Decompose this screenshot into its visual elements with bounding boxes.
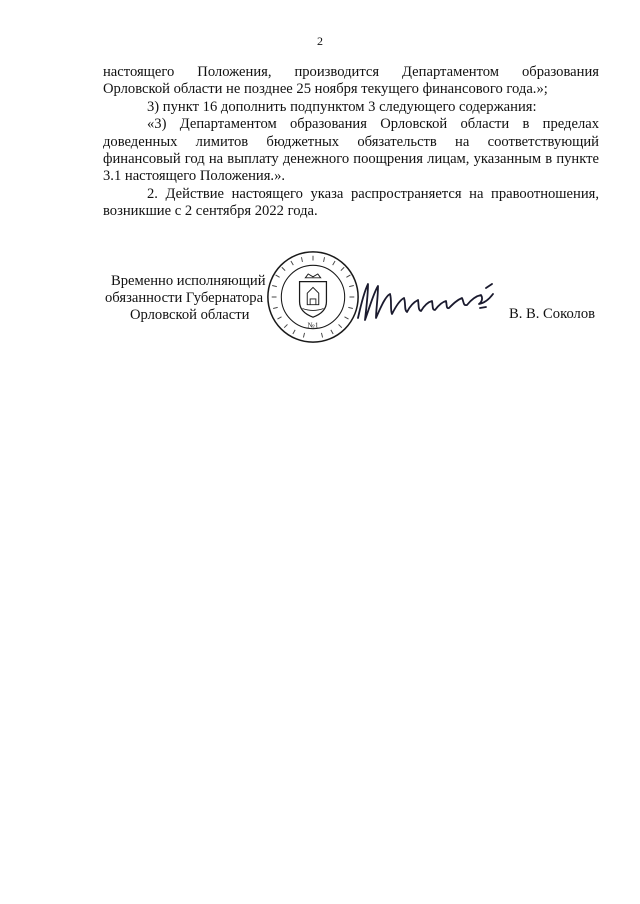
seal-number: №1 <box>307 320 319 330</box>
signer-name: В. В. Соколов <box>509 306 596 322</box>
paragraph-subitem-quote: «3) Департаментом образования Орловской области в пределах доведенных лимитов бюджетных обязательств на соответствующий финансовый год на выплату денежного поощрения лицам, указанным в пункте 3.1 настоящего Положения.». <box>103 116 599 185</box>
paragraph-item-3: 3) пункт 16 дополнить подпунктом 3 следующего содержания: <box>147 98 537 115</box>
paragraph-continuation-end: Орловской области не позднее 25 ноября текущего финансового года.»; <box>103 81 548 98</box>
handwritten-signature <box>352 270 502 330</box>
official-seal-stamp <box>265 249 361 345</box>
signer-title-line-1: Временно исполняющий <box>111 273 266 289</box>
paragraph-item-2-effect: 2. Действие настоящего указа распространяется на правоотношения, возникшие с 2 сентября 2022 года. <box>103 185 599 220</box>
signer-title-line-2: обязанности Губернатора <box>105 290 264 306</box>
signer-title-line-3: Орловской области <box>130 307 250 323</box>
paragraph-continuation-line: настоящего Положения, производится Департаментом образования <box>103 64 599 80</box>
page-number: 2 <box>317 34 323 48</box>
